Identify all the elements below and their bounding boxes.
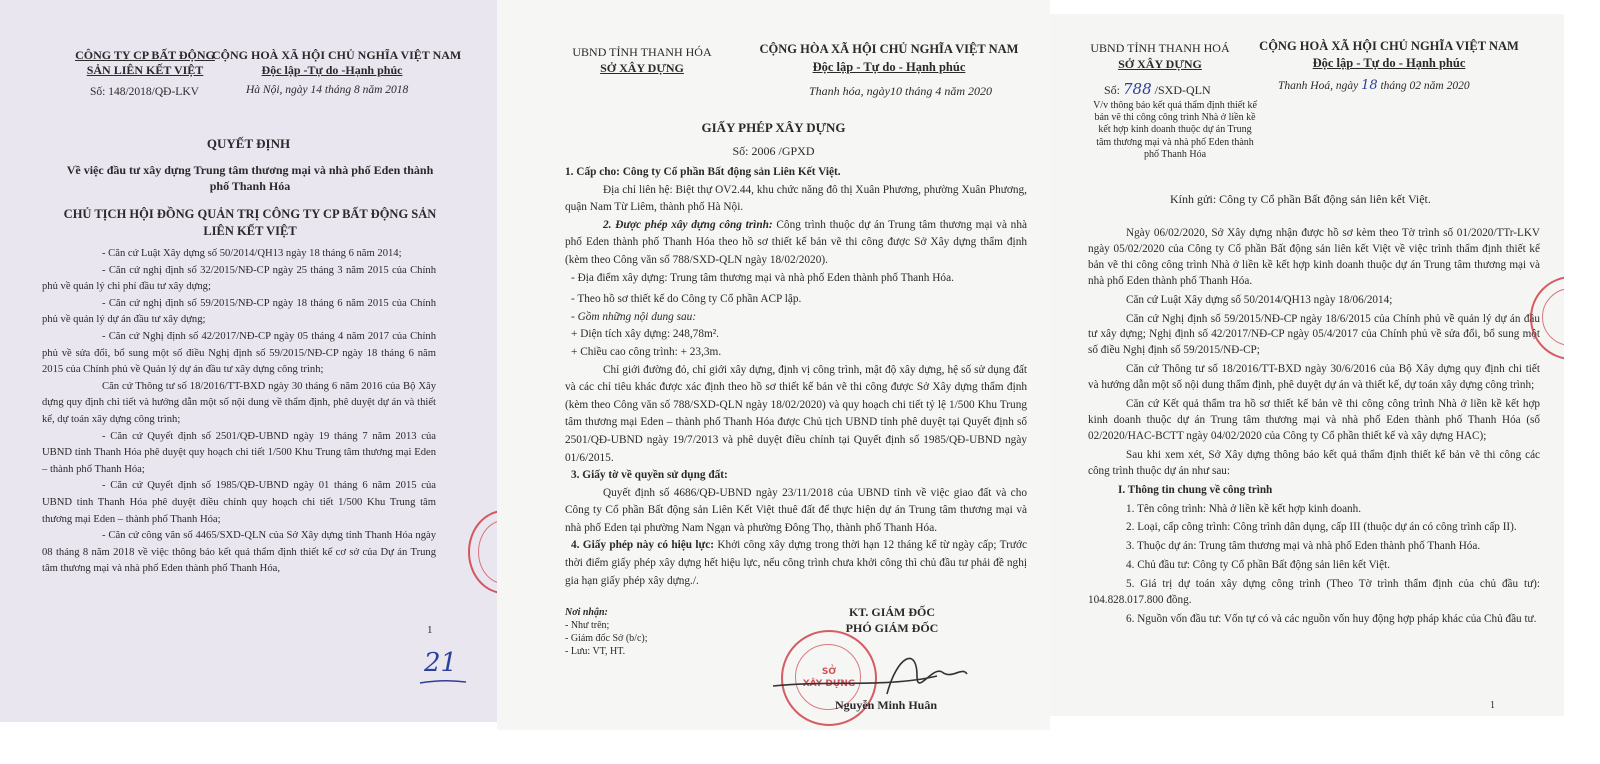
doc1-red-stamp-ring [478, 520, 497, 584]
doc1-nation-line1: CỘNG HOÀ XÃ HỘI CHỦ NGHĨA VIỆT NAM [212, 48, 462, 62]
doc3-paragraph: Căn cứ Nghị định số 59/2015/NĐ-CP ngày 18/6/2015 của Chính phủ về quản lý dự án đầu tư xây dựng; Nghị định số 42/2017/NĐ-CP ngày 05/4/2017 của Chính phủ về sửa đổi, bổ sung một số điều Nghị định số 59/2015/NĐ-CP; [1088, 312, 1540, 357]
doc2-org-header [557, 44, 727, 76]
doc1-basis-item: - Căn cứ công văn số 4465/SXD-QLN của Sở Xây dựng tỉnh Thanh Hóa ngày 08 tháng 8 năm 2018 về việc thông báo kết quả thẩm định thiết kế cơ sở của Dự án Trung tâm thương mại và nhà phố Eden thành phố Thanh Hóa, [42, 530, 436, 575]
doc1-red-stamp [468, 510, 497, 594]
doc2-recipients-title: Nơi nhận: [565, 607, 608, 618]
doc3-paragraph: Căn cứ Kết quả thẩm tra hồ sơ thiết kế bản vẽ thi công công trình Nhà ở liền kề kết hợp kinh doanh thuộc dự án Trung tâm thương mại và nhà phố Eden thành phố Thanh Hóa (số 02/2020/HAC-BCTT ngày 04/02/2020 của Công ty Cổ phần thiết kế và xây dựng HAC); [1088, 398, 1540, 442]
doc1-basis-item: - Căn cứ Luật Xây dựng số 50/2014/QH13 ngày 18 tháng 6 năm 2014; [102, 248, 402, 259]
doc3-nation-header [1244, 38, 1534, 72]
doc2-nation-line1: CỘNG HÒA XÃ HỘI CHỦ NGHĨA VIỆT NAM [759, 42, 1019, 56]
doc2-section4-text: Khởi công xây dựng trong thời hạn 12 tháng kể từ ngày cấp; Trước thời điểm giấy phép xây dựng hết hiệu lực, nếu công trình chưa khởi công thì chủ đầu tư phải đề nghị gia hạn giấy phép xây dựng./. [565, 539, 1027, 587]
doc3-item: 5. Giá trị dự toán xây dựng công trình (Theo Tờ trình thẩm định của chủ đầu tư): 104.828.017.800 đồng. [1088, 578, 1540, 607]
doc1-org-line2: SẢN LIÊN KẾT VIỆT [86, 63, 204, 77]
doc3-date [1278, 78, 1470, 93]
doc3-number [1104, 80, 1211, 98]
doc2-recipient-item: - Lưu: VT, HT. [565, 646, 626, 657]
decision-document [0, 0, 497, 722]
doc3-org-line2: SỞ XÂY DỰNG [1118, 57, 1202, 71]
doc1-org-line1: CÔNG TY CP BẤT ĐỘNG [75, 48, 215, 62]
doc3-greeting: Kính gửi: Công ty Cổ phần Bất động sản liên kết Việt. [1170, 192, 1431, 206]
doc2-section3-heading: 3. Giấy tờ về quyền sử dụng đất: [571, 469, 728, 482]
doc2-signer-name: Nguyễn Minh Huân [835, 698, 938, 712]
doc1-title: QUYẾT ĐỊNH [206, 136, 291, 151]
doc1-nation-header [212, 48, 462, 78]
doc3-date-suffix: tháng 02 năm 2020 [1380, 80, 1470, 92]
doc2-area: + Diện tích xây dựng: 248,78m². [571, 328, 719, 341]
doc1-date: Hà Nội, ngày 14 tháng 8 năm 2018 [246, 84, 409, 96]
doc2-designer: - Theo hồ sơ thiết kế do Công ty Cổ phần ACP lập. [571, 293, 802, 306]
doc3-item: 6. Nguồn vốn đầu tư: Vốn tự có và các nguồn vốn huy động hợp pháp khác của Chủ đầu tư. [1126, 612, 1537, 625]
doc2-section3-text: Quyết định số 4686/QĐ-UBND ngày 23/11/2018 của UBND tỉnh về việc giao đất và cho Công ty Cổ phần Bất động sản Liên Kết Việt thuê đất để thực hiện dự án Trung tâm thương mại và nhà phố Eden tại phường Nam Ngạn và phường Đông Thọ, thành phố Thanh Hóa. [565, 486, 1027, 534]
doc2-section2 [565, 217, 1027, 270]
doc1-subject-line2: phố Thanh Hóa [209, 179, 291, 193]
doc3-subject: V/v thông báo kết quả thẩm định thiết kế bản vẽ thi công công trình Nhà ở liền kề kết hợp kinh doanh thuộc dự án Trung tâm thương mại và nhà phố Eden thành phố Thanh Hóa [1093, 100, 1257, 160]
doc1-handwritten-underline [418, 678, 468, 686]
doc3-nation-line1: CỘNG HOÀ XÃ HỘI CHỦ NGHĨA VIỆT NAM [1259, 39, 1519, 53]
doc3-item: 4. Chủ đầu tư: Công ty Cổ phần Bất động sản liên kết Việt. [1126, 559, 1391, 572]
doc2-section2-text: Công trình thuộc dự án Trung tâm thương mại và nhà phố Eden thành phố Thanh Hóa theo hồ sơ thiết kế bản vẽ thi công được Sở Xây dựng thẩm định (kèm theo Công văn số 788/SXD-QLN ngày 18/02/2020). [565, 218, 1027, 266]
doc2-recipients [565, 606, 648, 658]
doc2-height: + Chiều cao công trình: + 23,3m. [571, 345, 722, 358]
doc3-number-hand: 788 [1123, 80, 1152, 98]
doc1-authority [30, 206, 470, 240]
doc2-section2-heading: 2. Được phép xây dựng công trình: [603, 218, 773, 231]
doc2-section4 [565, 537, 1027, 590]
doc3-nation-line2: Độc lập - Tự do - Hạnh phúc [1312, 56, 1466, 70]
doc2-signer-title1: KT. GIÁM ĐỐC [848, 605, 936, 619]
doc2-body [565, 164, 1027, 590]
doc1-nation-line2: Độc lập -Tự do -Hạnh phúc [261, 63, 403, 77]
doc2-nation-line2: Độc lập - Tự do - Hạnh phúc [812, 60, 966, 74]
doc3-page-number: 1 [1490, 700, 1495, 711]
doc1-authority-line1: CHỦ TỊCH HỘI ĐỒNG QUẢN TRỊ CÔNG TY CP BẤT ĐỘNG SẢN [63, 207, 437, 221]
doc1-basis-item: - Căn cứ nghị định số 32/2015/NĐ-CP ngày 25 tháng 3 năm 2015 của Chính phủ về quản lý chi phí đầu tư xây dựng; [42, 264, 436, 293]
doc2-date: Thanh hóa, ngày10 tháng 4 năm 2020 [809, 84, 992, 98]
construction-permit-document [497, 0, 1050, 730]
doc2-contents-intro: - Gồm những nội dung sau: [571, 310, 697, 323]
doc2-recipient-item: - Như trên; [565, 620, 610, 631]
doc1-basis-item: - Căn cứ Nghị định số 42/2017/NĐ-CP ngày 05 tháng 4 năm 2017 của Chính phủ về sửa đổi, bổ sung một số điều Nghị định số 59/2015/NĐ-CP ngày 18 tháng 6 năm 2015 của Chính phủ về Quản lý dự án đầu tư xây dựng công trình; [42, 330, 436, 376]
appraisal-notice-document [1050, 14, 1564, 716]
doc3-org-line1: UBND TỈNH THANH HOÁ [1090, 41, 1230, 55]
doc1-basis-item: Căn cứ Thông tư số 18/2016/TT-BXD ngày 30 tháng 6 năm 2016 của Bộ Xây dựng quy định chi tiết và hướng dẫn một số nội dung về thẩm định, phê duyệt dự án và thiết kế, dự toán xây dựng công trình; [42, 380, 436, 425]
doc1-subject-line1: Về việc đầu tư xây dựng Trung tâm thương mại và nhà phố Eden thành [66, 163, 434, 177]
doc3-item: 3. Thuộc dự án: Trung tâm thương mại và nhà phố Eden thành phố Thanh Hóa. [1126, 540, 1481, 553]
doc3-red-stamp-ring [1542, 288, 1564, 346]
doc3-number-prefix: Số: [1104, 83, 1121, 97]
doc3-org-header [1080, 40, 1240, 72]
doc2-nation-header [749, 40, 1029, 76]
doc1-number: Số: 148/2018/QĐ-LKV [90, 86, 199, 98]
doc2-section4-heading: 4. Giấy phép này có hiệu lực: [571, 539, 715, 552]
doc3-paragraph: Căn cứ Luật Xây dựng số 50/2014/QH13 ngày 18/06/2014; [1126, 293, 1393, 306]
doc1-authority-line2: LIÊN KẾT VIỆT [203, 224, 297, 238]
doc3-date-hand: 18 [1361, 78, 1378, 93]
doc3-body [1088, 226, 1540, 628]
doc1-org-header [70, 48, 220, 78]
doc2-number: Số: 2006 /GPXD [732, 144, 815, 158]
doc3-item: 2. Loại, cấp công trình: Công trình dân dụng, cấp III (thuộc dự án có công trình cấp II). [1126, 521, 1517, 534]
doc1-bases [42, 246, 436, 578]
doc2-org-line2: SỞ XÂY DỰNG [600, 61, 684, 75]
doc1-page-number: 1 [427, 624, 433, 636]
doc2-stamp-text1: SỞ [821, 667, 837, 677]
doc2-location: - Địa điểm xây dựng: Trung tâm thương mại và nhà phố Eden thành phố Thanh Hóa. [571, 271, 954, 284]
doc1-basis-item: - Căn cứ Quyết định số 2501/QĐ-UBND ngày 19 tháng 7 năm 2013 của UBND tỉnh Thanh Hóa phê duyệt quy hoạch chi tiết 1/500 Khu Trung tâm thương mại Eden – thành phố Thanh Hóa; [42, 430, 436, 475]
doc2-signature [767, 636, 977, 706]
doc1-handwritten-mark: 21 [424, 648, 458, 678]
doc2-section1-heading: 1. Cấp cho: Công ty Cổ phần Bất động sản Liên Kết Việt. [565, 166, 841, 178]
doc3-date-prefix: Thanh Hoá, ngày [1278, 80, 1359, 92]
doc3-number-suffix: /SXD-QLN [1154, 83, 1211, 97]
doc3-paragraph: Sau khi xem xét, Sở Xây dựng thông báo kết quả thẩm định thiết kế bản vẽ thi công các công trình thuộc dự án như sau: [1088, 448, 1540, 477]
doc3-item: 1. Tên công trình: Nhà ở liền kề kết hợp kinh doanh. [1126, 502, 1362, 515]
doc2-signer-title2: PHÓ GIÁM ĐỐC [845, 621, 939, 635]
doc3-paragraph: Căn cứ Thông tư số 18/2016/TT-BXD ngày 30/6/2016 của Bộ Xây dựng quy định chi tiết và hướng dẫn một số nội dung thẩm định, phê duyệt dự án và thiết kế, dự toán xây dựng công trình; [1088, 363, 1540, 392]
doc2-org-line1: UBND TỈNH THANH HÓA [572, 45, 712, 59]
doc2-recipient-item: - Giám đốc Sở (b/c); [565, 633, 648, 644]
doc2-title: GIẤY PHÉP XÂY DỰNG [701, 120, 846, 135]
doc2-boundary-text: Chỉ giới đường đỏ, chỉ giới xây dựng, định vị công trình, mật độ xây dựng, hệ số sử dụng đất và các chỉ tiêu khác được xác định theo hồ sơ thiết kế bản vẽ thi công được Sở Xây dựng thẩm định (kèm theo Công văn số 788/SXD-QLN ngày 18/02/2020) và quy hoạch chi tiết tỷ lệ 1/500 Khu Trung tâm thương mại Eden – thành phố Thanh Hóa được Chủ tịch UBND tỉnh phê duyệt tại Quyết định số 2501/QĐ-UBND ngày 19/7/2013 và phê duyệt điều chỉnh tại Quyết định số 1985/QĐ-UBND ngày 01/6/2015. [565, 363, 1027, 464]
doc1-subject [40, 162, 460, 194]
doc2-stamp-text2: XÂY DỰNG [802, 679, 856, 689]
doc2-section1-address: Địa chỉ liên hệ: Biệt thự OV2.44, khu chức năng đô thị Xuân Phương, phường Xuân Phương, quận Nam Từ Liêm, thành phố Hà Nội. [565, 183, 1027, 214]
doc3-paragraph: Ngày 06/02/2020, Sở Xây dựng nhận được hồ sơ kèm theo Tờ trình số 01/2020/TTr-LKV ngày 05/02/2020 của Công ty Cổ phần Bất động sản liên kết Việt về việc trình thẩm định thiết kế bản vẽ thi công công trình Nhà ở liền kề kết hợp kinh doanh thuộc dự án Trung tâm thương mại và nhà phố Eden thành phố Thanh Hóa. [1088, 227, 1540, 287]
doc1-basis-item: - Căn cứ nghị định số 59/2015/NĐ-CP ngày 18 tháng 6 năm 2015 của Chính phủ về quản lý dự án đầu tư xây dựng; [42, 297, 436, 326]
doc1-basis-item: - Căn cứ Quyết định số 1985/QĐ-UBND ngày 01 tháng 6 năm 2015 của UBND tỉnh Thanh Hóa phê duyệt điều chỉnh quy hoạch chi tiết 1/500 Khu Trung tâm thương mại Eden – thành phố Thanh Hóa; [42, 480, 436, 525]
doc3-section-heading: I. Thông tin chung về công trình [1118, 483, 1273, 496]
